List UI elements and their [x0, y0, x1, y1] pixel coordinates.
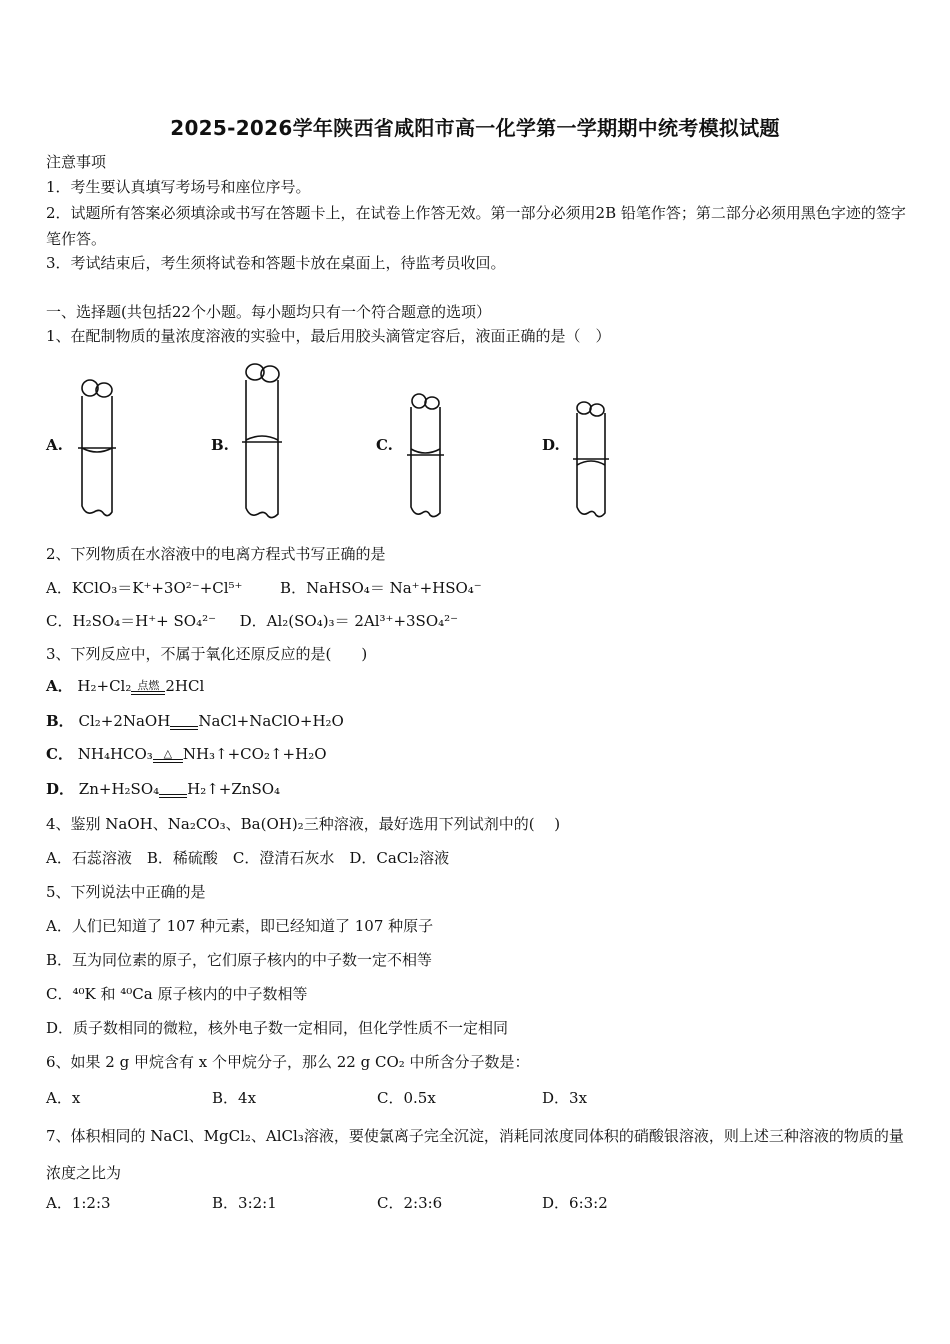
notice-heading: 注意事项 — [46, 153, 107, 171]
q2-option-b-text: NaHSO₄＝ Na⁺+HSO₄⁻ — [306, 579, 482, 597]
q3-option-c-reactants: NH₄HCO₃ — [77, 745, 153, 763]
q7-option-a: A．1:2:3 — [46, 1194, 111, 1212]
q2-options-ab — [46, 578, 482, 598]
reaction-arrow — [159, 783, 187, 798]
q7-option-b: B．3:2:1 — [212, 1194, 277, 1212]
question-5-stem: 5、下列说法中正确的是 — [46, 883, 206, 901]
q3-option-b-products: NaCl+NaClO+H₂O — [198, 712, 344, 730]
reaction-arrow — [153, 748, 183, 763]
question-4-stem: 4、鉴别 NaOH、Na₂CO₃、Ba(OH)₂三种溶液，最好选用下列试剂中的( ) — [46, 815, 561, 833]
flask-neck-b-image — [240, 362, 286, 520]
page-title: 2025-2026学年陕西省咸阳市高一化学第一学期期中统考模拟试题 — [170, 116, 780, 140]
q6-option-d: D．3x — [542, 1089, 588, 1107]
q4-options: A．石蕊溶液 B．稀硫酸 C．澄清石灰水 D．CaCl₂溶液 — [46, 849, 450, 867]
q3-option-a — [46, 676, 204, 696]
q1-option-d-label: D. — [542, 436, 560, 454]
q2-options-cd — [46, 611, 458, 631]
question-3-stem: 3、下列反应中，不属于氧化还原反应的是( ) — [46, 645, 368, 663]
q1-option-a-label: A. — [46, 436, 63, 454]
q3-option-a-label: A． — [46, 677, 73, 695]
question-2-stem: 2、下列物质在水溶液中的电离方程式书写正确的是 — [46, 545, 386, 563]
q5-option-a: A．人们已知道了 107 种元素，即已经知道了 107 种原子 — [46, 917, 434, 935]
q2-option-d-text: Al₂(SO₄)₃＝ 2Al³⁺+3SO₄²⁻ — [266, 612, 459, 630]
q3-option-d-label: D． — [46, 780, 75, 798]
notice-item: 1．考生要认真填写考场号和座位序号。 — [46, 178, 311, 196]
q6-option-a: A．x — [46, 1089, 81, 1107]
question-1-stem: 1、在配制物质的量浓度溶液的实验中，最后用胶头滴管定容后，液面正确的是（ ） — [46, 327, 611, 345]
q3-option-d-reactants: Zn+H₂SO₄ — [78, 780, 160, 798]
reaction-condition: 点燃 — [137, 678, 160, 692]
q3-option-a-reactants: H₂+Cl₂ — [77, 677, 132, 695]
q3-option-c-label: C． — [46, 745, 73, 763]
reaction-arrow — [170, 715, 198, 730]
q3-option-c-products: NH₃↑+CO₂↑+H₂O — [182, 745, 327, 763]
q3-option-b-reactants: Cl₂+2NaOH — [78, 712, 171, 730]
q5-option-b: B．互为同位素的原子，它们原子核内的中子数一定不相等 — [46, 951, 433, 969]
notice-item: 3．考试结束后，考生须将试卷和答题卡放在桌面上，待监考员收回。 — [46, 254, 506, 272]
q3-option-b — [46, 711, 344, 731]
flask-neck-c-image — [406, 393, 446, 520]
q3-option-c — [46, 744, 327, 764]
q2-option-a-text: KClO₃＝K⁺+3O²⁻+Cl⁵⁺ — [71, 579, 243, 597]
question-7-stem: 7、体积相同的 NaCl、MgCl₂、AlCl₃溶液，要使氯离子完全沉淀，消耗同浓度同体积的硝酸银溶液，则上述三种溶液的物质的量浓度之比为 — [46, 1127, 904, 1182]
q7-option-d: D．6:3:2 — [542, 1194, 608, 1212]
q3-option-d — [46, 779, 280, 799]
question-6-stem: 6、如果 2 g 甲烷含有 x 个甲烷分子，那么 22 g CO₂ 中所含分子数是： — [46, 1053, 530, 1071]
q2-option-b-label: B． — [280, 579, 307, 597]
q2-option-a-label: A． — [46, 579, 72, 597]
q6-option-b: B．4x — [212, 1089, 257, 1107]
section-heading: 一、选择题(共包括22个小题。每小题均只有一个符合题意的选项） — [46, 303, 491, 321]
q5-option-c: C．⁴⁰K 和 ⁴⁰Ca 原子核内的中子数相等 — [46, 985, 308, 1003]
reaction-condition: △ — [163, 746, 173, 760]
flask-neck-a-image — [76, 378, 120, 520]
q1-option-c-label: C. — [376, 436, 393, 454]
q2-option-c-text: H₂SO₄＝H⁺+ SO₄²⁻ — [72, 612, 217, 630]
q2-option-d-label: D． — [239, 612, 267, 630]
q7-option-c: C．2:3:6 — [377, 1194, 443, 1212]
q3-option-b-label: B． — [46, 712, 74, 730]
q6-option-c: C．0.5x — [377, 1089, 436, 1107]
q2-option-c-label: C． — [46, 612, 73, 630]
flask-neck-d-image — [572, 401, 610, 520]
reaction-arrow — [131, 680, 165, 695]
q1-option-b-label: B. — [211, 436, 229, 454]
q5-option-d: D．质子数相同的微粒，核外电子数一定相同，但化学性质不一定相同 — [46, 1019, 509, 1037]
q3-option-a-products: 2HCl — [165, 677, 205, 695]
q3-option-d-products: H₂↑+ZnSO₄ — [187, 780, 281, 798]
notice-item: 2．试题所有答案必须填涂或书写在答题卡上，在试卷上作答无效。第一部分必须用2B 铅笔作答；第二部分必须用黑色字迹的签字笔作答。 — [46, 204, 906, 248]
